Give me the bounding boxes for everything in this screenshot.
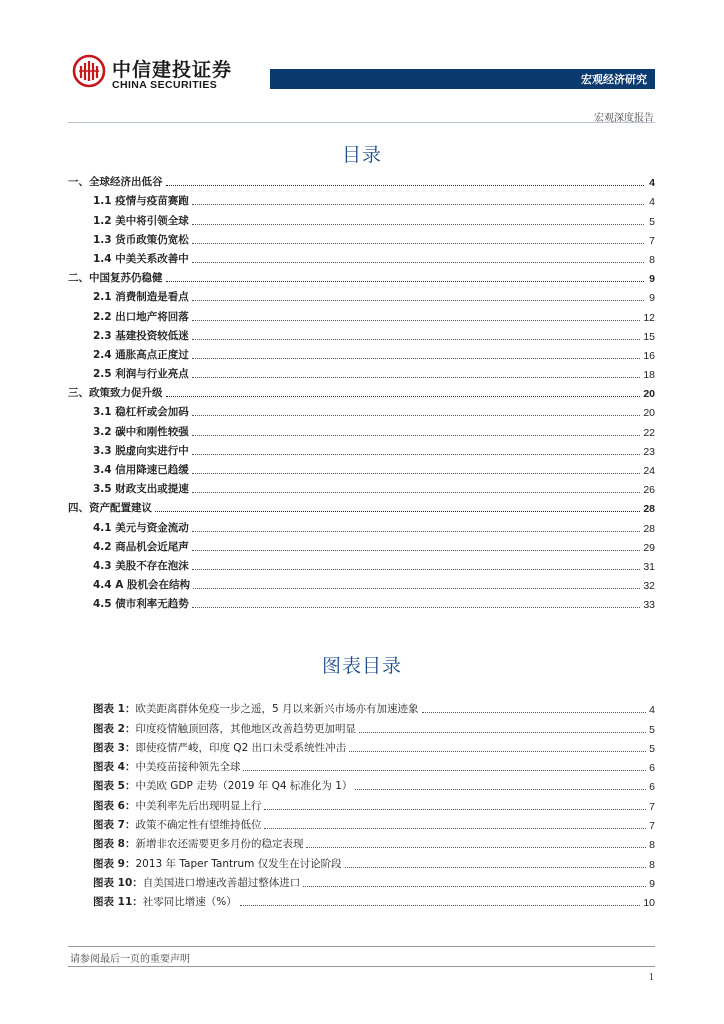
toc-page-number: 33: [643, 599, 655, 612]
figure-caption: 欧美距离群体免疫一步之遥，5 月以来新兴市场亦有加速迹象: [135, 703, 419, 716]
figure-label: 图表 2：: [93, 722, 136, 735]
figure-caption: 社零同比增速（%）: [142, 896, 237, 909]
toc-leader-dots: [192, 339, 641, 340]
figure-leader-dots: [359, 732, 646, 733]
toc-section-link[interactable]: [68, 304, 655, 323]
figure-page-number: 4: [649, 704, 655, 717]
toc-section-link[interactable]: [68, 515, 655, 534]
figure-leader-dots: [306, 847, 646, 848]
figure-label: 图表 1：: [93, 703, 136, 716]
toc-page-number: 16: [643, 349, 655, 362]
figure-caption: 中美欧 GDP 走势（2019 年 Q4 标准化为 1）: [135, 780, 353, 793]
toc-leader-dots: [192, 473, 641, 474]
toc-chapter-link[interactable]: [68, 266, 655, 285]
toc-title: 目录: [341, 144, 382, 166]
figure-leader-dots: [355, 789, 646, 790]
toc-entry-label: 3.1 稳杠杆或会加码: [93, 406, 189, 419]
toc-page-number: 20: [643, 407, 655, 420]
table-of-contents: [68, 170, 655, 611]
figure-leader-dots: [422, 712, 647, 713]
figure-leader-dots: [303, 886, 646, 887]
toc-entry-label: 1.2 美中将引领全球: [93, 214, 189, 227]
figure-label: 图表 6：: [93, 799, 136, 812]
toc-section-link[interactable]: [68, 247, 655, 266]
report-type: 宏观深度报告: [594, 113, 654, 124]
toc-leader-dots: [166, 185, 645, 186]
figure-leader-dots: [345, 867, 646, 868]
toc-leader-dots: [192, 320, 641, 321]
china-securities-logo-icon: [72, 54, 106, 88]
toc-page-number: 5: [649, 215, 655, 228]
header-divider: [68, 122, 655, 123]
toc-entry-label: 四、资产配置建议: [68, 502, 152, 515]
toc-section-link[interactable]: [68, 343, 655, 362]
figure-caption: 政策不确定性有望维持低位: [135, 819, 262, 832]
figure-caption: 即使疫情严峻，印度 Q2 出口未受系统性冲击: [135, 741, 347, 754]
report-category: 宏观经济研究: [581, 73, 647, 86]
toc-entry-label: 3.4 信用降速已趋缓: [93, 464, 189, 476]
toc-leader-dots: [192, 300, 644, 301]
footer-divider: [68, 946, 655, 947]
figure-page-number: 10: [643, 897, 655, 910]
figure-list-link[interactable]: [68, 871, 655, 890]
toc-section-link[interactable]: [68, 189, 655, 208]
toc-entry-label: 4.2 商品机会近尾声: [93, 540, 189, 553]
toc-page-number: 4: [649, 196, 655, 209]
toc-entry-label: 4.4 A 股机会在结构: [93, 579, 191, 592]
company-name-en: CHINA SECURITIES: [112, 79, 218, 91]
toc-leader-dots: [192, 377, 641, 378]
toc-page-number: 9: [649, 292, 655, 305]
figure-label: 图表 9：: [93, 857, 136, 870]
toc-section-link[interactable]: [68, 592, 655, 611]
toc-page-number: 9: [649, 273, 655, 286]
toc-entry-label: 4.5 债市利率无趋势: [93, 598, 189, 611]
figure-list-link[interactable]: [68, 813, 655, 832]
figure-caption: 印度疫情触顶回落，其他地区改善趋势更加明显: [135, 722, 356, 735]
toc-section-link[interactable]: [68, 208, 655, 227]
toc-entry-label: 二、中国复苏仍稳健: [68, 272, 163, 285]
toc-leader-dots: [192, 454, 641, 455]
figure-list-link[interactable]: [68, 890, 655, 909]
toc-entry-label: 2.3 基建投资较低迷: [93, 329, 189, 342]
figure-list-link[interactable]: [68, 774, 655, 793]
toc-section-link[interactable]: [68, 535, 655, 554]
toc-section-link[interactable]: [68, 554, 655, 573]
footer-divider-bottom: [68, 966, 655, 967]
figure-list: [68, 697, 655, 909]
toc-section-link[interactable]: [68, 477, 655, 496]
toc-section-link[interactable]: [68, 400, 655, 419]
figure-page-number: 8: [649, 858, 655, 871]
toc-entry-label: 2.5 利润与行业亮点: [93, 368, 189, 381]
header-bar: [270, 69, 655, 89]
figure-leader-dots: [264, 809, 646, 810]
figure-label: 图表 7：: [93, 819, 136, 832]
toc-leader-dots: [192, 435, 641, 436]
toc-page-number: 28: [643, 503, 655, 516]
toc-page-number: 8: [649, 253, 655, 266]
toc-page-number: 28: [643, 522, 655, 535]
toc-entry-label: 1.4 中美关系改善中: [93, 252, 189, 265]
figure-page-number: 6: [649, 762, 655, 775]
toc-section-link[interactable]: [68, 228, 655, 247]
figure-page-number: 5: [649, 723, 655, 736]
toc-page-number: 12: [643, 311, 655, 324]
page-number: 1: [648, 972, 654, 983]
toc-page-number: 24: [643, 465, 655, 477]
toc-leader-dots: [193, 588, 640, 589]
disclaimer-note: 请参阅最后一页的重要声明: [70, 954, 190, 965]
toc-page-number: 29: [643, 541, 655, 554]
figure-page-number: 9: [649, 877, 655, 890]
toc-section-link[interactable]: [68, 324, 655, 343]
figure-leader-dots: [243, 770, 646, 771]
toc-entry-label: 2.2 出口地产将回落: [93, 310, 189, 323]
toc-entry-label: 4.1 美元与资金流动: [93, 521, 189, 534]
toc-entry-label: 2.4 通胀高点正度过: [93, 348, 189, 361]
figure-caption: 2013 年 Taper Tantrum 仅发生在讨论阶段: [135, 857, 342, 870]
toc-leader-dots: [192, 550, 641, 551]
toc-page-number: 7: [649, 234, 655, 247]
figure-list-link[interactable]: [68, 736, 655, 755]
toc-page-number: 31: [643, 560, 655, 573]
toc-chapter-link[interactable]: [68, 496, 655, 515]
toc-page-number: 15: [643, 330, 655, 343]
toc-leader-dots: [166, 281, 645, 282]
figure-label: 图表 8：: [93, 838, 136, 851]
toc-chapter-link[interactable]: [68, 170, 655, 189]
figure-label: 图表 5：: [93, 780, 136, 793]
toc-leader-dots: [192, 569, 641, 570]
figure-label: 图表 11：: [93, 896, 143, 909]
toc-entry-label: 一、全球经济出低谷: [68, 176, 163, 189]
toc-leader-dots: [192, 492, 641, 493]
figure-list-link[interactable]: [68, 851, 655, 870]
toc-leader-dots: [192, 262, 644, 263]
figure-page-number: 7: [649, 820, 655, 833]
toc-page-number: 4: [649, 177, 655, 190]
toc-section-link[interactable]: [68, 362, 655, 381]
toc-leader-dots: [192, 243, 644, 244]
figure-page-number: 8: [649, 839, 655, 852]
toc-entry-label: 3.2 碳中和刚性较强: [93, 425, 189, 438]
figure-caption: 中美利率先后出现明显上行: [135, 799, 262, 812]
toc-page-number: 26: [643, 484, 655, 497]
toc-entry-label: 3.3 脱虚向实进行中: [93, 444, 189, 457]
figure-label: 图表 3：: [93, 741, 136, 754]
toc-section-link[interactable]: [68, 419, 655, 438]
figure-list-link[interactable]: [68, 716, 655, 735]
toc-section-link[interactable]: [68, 285, 655, 304]
figure-caption: 自美国进口增速改善超过整体进口: [142, 876, 301, 889]
toc-leader-dots: [155, 511, 640, 512]
figure-list-link[interactable]: [68, 793, 655, 812]
figure-leader-dots: [240, 905, 641, 906]
toc-section-link[interactable]: [68, 458, 655, 477]
figure-leader-dots: [264, 828, 646, 829]
toc-leader-dots: [192, 607, 641, 608]
figure-caption: 新增非农还需要更多月份的稳定表现: [135, 838, 304, 851]
toc-entry-label: 2.1 消费制造是看点: [93, 291, 189, 304]
toc-page-number: 23: [643, 445, 655, 458]
toc-section-link[interactable]: [68, 573, 655, 592]
toc-page-number: 22: [643, 426, 655, 439]
figure-leader-dots: [349, 751, 646, 752]
toc-page-number: 18: [643, 369, 655, 382]
figures-title: 图表目录: [321, 655, 402, 677]
toc-chapter-link[interactable]: [68, 381, 655, 400]
figure-page-number: 6: [649, 781, 655, 794]
figure-list-link[interactable]: [68, 832, 655, 851]
toc-leader-dots: [192, 224, 644, 225]
figure-label: 图表 4：: [93, 761, 136, 774]
toc-entry-label: 1.3 货币政策仍宽松: [93, 233, 189, 246]
toc-section-link[interactable]: [68, 439, 655, 458]
company-name-cn: 中信建投证券: [112, 59, 233, 81]
toc-entry-label: 三、政策致力促升级: [68, 387, 163, 400]
toc-leader-dots: [192, 531, 641, 532]
toc-leader-dots: [192, 204, 644, 205]
figure-caption: 中美疫苗接种领先全球: [135, 761, 241, 774]
figure-page-number: 5: [649, 742, 655, 755]
figure-label: 图表 10：: [93, 876, 143, 889]
toc-page-number: 32: [643, 580, 655, 593]
figure-page-number: 7: [649, 800, 655, 813]
figure-list-link[interactable]: [68, 755, 655, 774]
toc-entry-label: 4.3 美股不存在泡沫: [93, 559, 189, 572]
toc-entry-label: 3.5 财政支出或提速: [93, 483, 189, 496]
toc-leader-dots: [192, 358, 641, 359]
toc-leader-dots: [192, 415, 641, 416]
figure-list-link[interactable]: [68, 697, 655, 716]
toc-entry-label: 1.1 疫情与疫苗赛跑: [93, 195, 189, 208]
toc-leader-dots: [166, 396, 641, 397]
toc-page-number: 20: [643, 388, 655, 401]
